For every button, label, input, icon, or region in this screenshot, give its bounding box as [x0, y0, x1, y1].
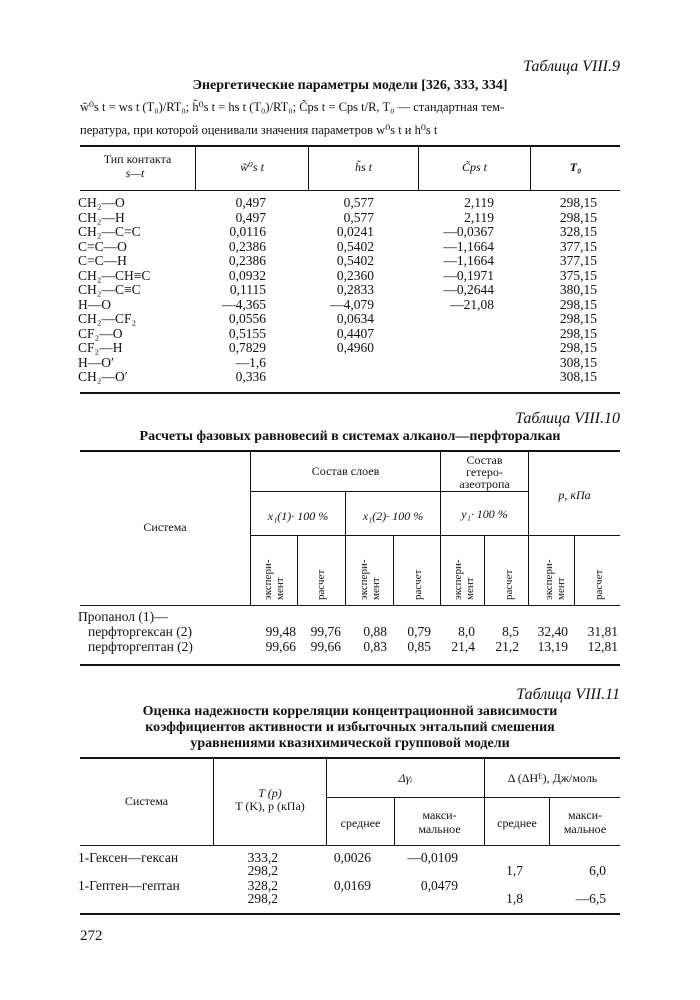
- table-10-top-rule: [80, 450, 620, 452]
- table-10-col-divider: [484, 536, 485, 605]
- table-10-cell-system: перфторгексан (2): [88, 624, 192, 639]
- table-9-cell-w: 0,0556: [228, 311, 266, 326]
- table-9-cell-t0: 377,15: [559, 239, 597, 254]
- table-9-cell-h: —4,079: [330, 297, 374, 312]
- table-11-top-rule: [80, 757, 620, 759]
- table-10-subheader-exp: экспери- мент: [262, 559, 286, 600]
- table-10-cell-value: 21,2: [495, 639, 519, 654]
- table-9-note-line-2: пература, при которой оценивали значения параметров w⁰s t и h⁰s t: [80, 123, 438, 137]
- table-10-cell-value: 8,5: [502, 624, 519, 639]
- table-10-cell-value: 99,66: [310, 639, 341, 654]
- table-9-cell-w: 0,1115: [229, 282, 266, 297]
- table-9-cell-t0: 375,15: [559, 268, 597, 283]
- table-9-cell-t0: 298,15: [559, 340, 597, 355]
- table-10-cell-value: 0,83: [363, 639, 387, 654]
- table-10-row-head: Пропанол (1)—: [78, 609, 168, 624]
- table-10-col-divider: [528, 451, 529, 605]
- table-9-cell-t0: 298,15: [559, 210, 597, 225]
- table-9-cell-type: CH₂—C=C: [78, 224, 141, 239]
- table-11-bottom-rule: [80, 913, 620, 915]
- table-10-label: Таблица VIII.10: [515, 410, 620, 427]
- table-9-cell-t0: 380,15: [559, 282, 597, 297]
- table-10-header-azeo-3: азеотропа: [459, 477, 510, 491]
- table-10-header-y1: y₁· 100 %: [461, 507, 508, 521]
- table-9-cell-w: 0,2386: [228, 253, 266, 268]
- table-10-subheader-calc: расчет: [503, 569, 515, 600]
- table-9-header-t0: T₀: [569, 160, 582, 174]
- table-10-header-system: Система: [143, 520, 187, 534]
- table-9-cell-type: CH₂—C≡C: [78, 282, 141, 297]
- table-10-subheader-exp: экспери- мент: [358, 559, 382, 600]
- table-10-caption: Расчеты фазовых равновесий в системах алканол—перфторалкан: [139, 429, 561, 444]
- table-9-cell-h: 0,5402: [336, 253, 374, 268]
- table-11-header-max: макси- мальное: [418, 808, 461, 836]
- table-9-cell-h: 0,2833: [336, 282, 374, 297]
- table-10-subheader-calc: расчет: [315, 569, 327, 600]
- table-9-cell-h: 0,577: [343, 195, 374, 210]
- table-9-cell-h: 0,0634: [336, 311, 374, 326]
- table-9-cell-h: 0,0241: [336, 224, 374, 239]
- table-11-caption-line-3: уравнениями квазихимической групповой модели: [190, 736, 510, 751]
- table-10-sub-rule: [251, 535, 620, 536]
- table-10-cell-value: 13,19: [537, 639, 568, 654]
- table-9-top-rule: [80, 145, 620, 147]
- table-9-cell-t0: 298,15: [559, 297, 597, 312]
- table-10-cell-value: 32,40: [537, 624, 568, 639]
- table-9-cell-type: H—O′: [78, 355, 114, 370]
- table-11-cell-gamma-max: 0,0479: [420, 878, 458, 893]
- table-10-header-azeo-1: Состав: [466, 453, 503, 467]
- table-9-cell-t0: 298,15: [559, 311, 597, 326]
- table-11-cell-t: 298,2: [247, 891, 278, 906]
- table-9-label: Таблица VIII.9: [523, 58, 620, 75]
- table-10-subheader-calc: расчет: [593, 569, 605, 600]
- table-9-cell-t0: 308,15: [559, 369, 597, 384]
- table-9-cell-w: 0,336: [235, 369, 266, 384]
- table-9-cell-w: 0,0116: [229, 224, 266, 239]
- table-9-header-rule: [80, 190, 620, 191]
- table-10-col-divider: [574, 536, 575, 605]
- table-10-cell-value: 8,0: [458, 624, 475, 639]
- table-11-cell-gamma-max: —0,0109: [407, 850, 458, 865]
- table-10-header-x1: x₁(1)· 100 %: [267, 509, 329, 523]
- table-9-cell-w: —1,6: [235, 355, 266, 370]
- table-10-header-p: p, кПа: [558, 488, 591, 502]
- table-10-header-layers: Состав слоев: [311, 464, 380, 478]
- table-9-header-type: Тип контакта: [103, 152, 172, 166]
- table-11-cell-t: 328,2: [247, 878, 278, 893]
- table-9-cell-t0: 328,15: [559, 224, 597, 239]
- table-9-cell-h: 0,4407: [336, 326, 374, 341]
- table-10-col-divider: [297, 536, 298, 605]
- table-9-header-st: s—t: [125, 166, 145, 180]
- table-9-cell-type: C=C—H: [78, 253, 127, 268]
- table-11-cell-gamma-mean: 0,0169: [333, 878, 371, 893]
- table-9-note-line-1: w̃⁰s t = ws t (T₀)/RT₀; h̃⁰s t = hs t (T₀)/RT₀; C̃ps t = Cps t/R, T₀ — стандартная тем-: [80, 100, 505, 114]
- table-9-cell-w: 0,7829: [228, 340, 266, 355]
- table-11-cell-dh-max: 6,0: [589, 863, 606, 878]
- table-11-header-dh: Δ (ΔHᴱ), Дж/моль: [507, 771, 598, 785]
- table-9-cell-c: 2,119: [464, 195, 494, 210]
- table-11-cell-dh-max: —6,5: [575, 891, 606, 906]
- table-11-header-tp: T (p): [258, 786, 282, 800]
- table-11-cell-dh-mean: 1,8: [506, 891, 523, 906]
- table-9-cell-type: H—O: [78, 297, 111, 312]
- table-10-subheader-exp: экспери- мент: [543, 559, 567, 600]
- table-9-caption: Энергетические параметры модели [326, 333, 334]: [192, 78, 508, 93]
- table-9-cell-type: CH₂—O: [78, 195, 125, 210]
- table-11-caption-line-1: Оценка надежности корреляции концентрационной зависимости: [142, 704, 558, 719]
- table-10-cell-value: 0,79: [407, 624, 431, 639]
- table-9-header-w: w̃⁰s t: [240, 160, 264, 174]
- table-9-header-h: h̃s t: [354, 160, 372, 174]
- table-9-cell-type: CF₂—O: [78, 326, 123, 341]
- table-10-header-azeo-2: гетеро-: [466, 465, 503, 479]
- table-9-cell-type: C=C—O: [78, 239, 127, 254]
- table-11-cell-t: 298,2: [247, 863, 278, 878]
- table-10-cell-value: 99,66: [265, 639, 296, 654]
- table-10-cell-value: 0,85: [407, 639, 431, 654]
- table-9-cell-h: 0,5402: [336, 239, 374, 254]
- table-11-cell-dh-mean: 1,7: [506, 863, 523, 878]
- table-11-header-system: Система: [124, 794, 169, 808]
- table-9-cell-type: CH₂—O′: [78, 369, 128, 384]
- table-9-cell-w: 0,497: [235, 210, 266, 225]
- table-9-cell-t0: 298,15: [559, 326, 597, 341]
- table-9-cell-c: —1,1664: [443, 253, 494, 268]
- table-9-cell-c: —0,0367: [443, 224, 494, 239]
- table-9-cell-h: 0,4960: [336, 340, 374, 355]
- table-11-header-max: макси- мальное: [563, 808, 607, 836]
- table-10-col-divider: [393, 536, 394, 605]
- table-11-header-tp-units: T (K), p (кПа): [235, 799, 305, 813]
- table-9-cell-type: CH₂—CH≡C: [78, 268, 151, 283]
- table-10-cell-system: перфторгептан (2): [88, 639, 193, 654]
- table-9-cell-t0: 298,15: [559, 195, 597, 210]
- table-10-cell-value: 99,48: [265, 624, 296, 639]
- table-11-cell-t: 333,2: [247, 850, 278, 865]
- table-11-label: Таблица VIII.11: [516, 686, 620, 703]
- table-9-cell-t0: 308,15: [559, 355, 597, 370]
- table-9-cell-c: —0,2644: [443, 282, 494, 297]
- table-9-cell-t0: 377,15: [559, 253, 597, 268]
- table-10-subheader-exp: экспери- мент: [452, 559, 476, 600]
- table-10-cell-value: 99,76: [310, 624, 341, 639]
- table-9-cell-w: 0,0932: [228, 268, 266, 283]
- table-11-cell-system: 1-Гексен—гексан: [78, 850, 179, 865]
- table-11-caption-line-2: коэффициентов активности и избыточных энтальпий смешения: [145, 720, 555, 735]
- table-9-cell-c: 2,119: [464, 210, 494, 225]
- table-10-cell-value: 12,81: [587, 639, 618, 654]
- table-10-header-rule: [80, 605, 620, 606]
- table-9-cell-c: —0,1971: [443, 268, 494, 283]
- table-11-cell-gamma-mean: 0,0026: [333, 850, 371, 865]
- table-11-header-rule: [80, 845, 620, 846]
- table-9-cell-h: 0,2360: [336, 268, 374, 283]
- table-9-cell-c: —1,1664: [443, 239, 494, 254]
- table-9-cell-w: —4,365: [222, 297, 266, 312]
- table-9-bottom-rule: [80, 392, 620, 394]
- table-10-header-x2: x₁(2)· 100 %: [362, 509, 424, 523]
- table-9-cell-c: —21,08: [450, 297, 494, 312]
- table-10-sub-rule: [441, 491, 528, 492]
- table-9-cell-w: 0,497: [235, 195, 266, 210]
- table-11-sub-rule: [327, 797, 620, 798]
- table-9-cell-w: 0,5155: [228, 326, 266, 341]
- table-9-header-c: C̃ps t: [461, 160, 487, 174]
- table-10-cell-value: 31,81: [587, 624, 618, 639]
- table-11-header-mean: среднее: [497, 816, 537, 830]
- table-11-header-mean: среднее: [340, 816, 381, 830]
- table-9-cell-type: CH₂—CF₂: [78, 311, 137, 326]
- table-10-cell-value: 0,88: [363, 624, 387, 639]
- table-9-cell-h: 0,577: [343, 210, 374, 225]
- table-9-cell-w: 0,2386: [228, 239, 266, 254]
- table-11-cell-system: 1-Гептен—гептан: [78, 878, 180, 893]
- table-9-cell-type: CF₂—H: [78, 340, 123, 355]
- table-9-cell-type: CH₂—H: [78, 210, 125, 225]
- table-10-subheader-calc: расчет: [412, 569, 424, 600]
- page-number: 272: [80, 928, 103, 944]
- table-10-bottom-rule: [80, 664, 620, 666]
- table-11-header-dgamma: Δγᵢ: [398, 771, 413, 785]
- table-10-cell-value: 21,4: [451, 639, 475, 654]
